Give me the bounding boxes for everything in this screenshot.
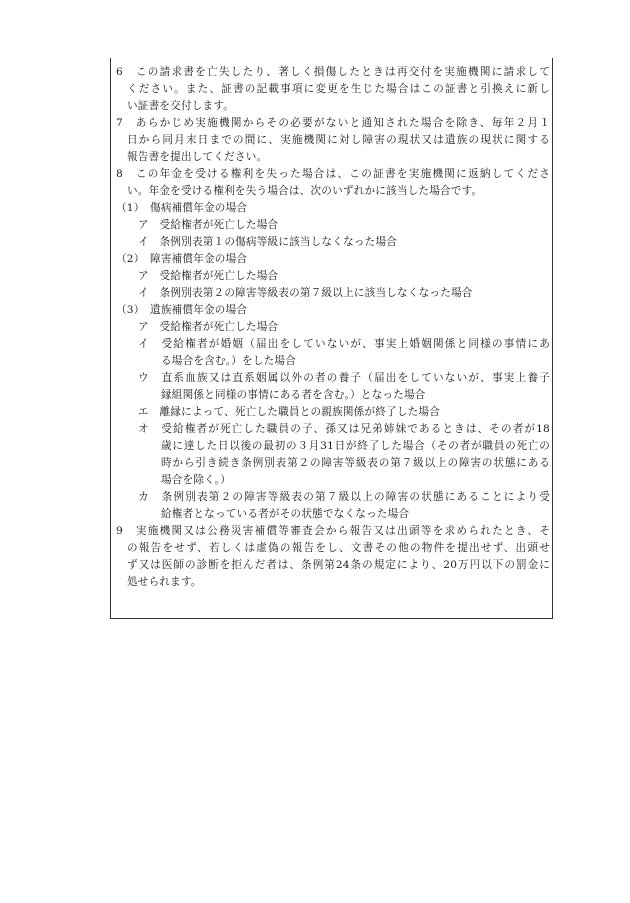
item-6-line-2: ください。また、証書の記載事項に変更を生じた場合はこの証書と引換えに新し xyxy=(127,83,550,95)
subsection-3-item-u-line-2: 縁組関係と同様の事情にある者を含む。）となった場合 xyxy=(161,389,426,401)
item-7-line-2: 日から同月末日までの間に、実施機関に対し障害の現状又は遺族の現状に関する xyxy=(127,134,550,146)
subsection-3-item-o-line-1: オ 受給権者が死亡した職員の子、孫又は兄弟姉妹であるときは、その者が18 xyxy=(138,423,550,435)
item-9-line-1: 9 実施機関又は公務災害補償等審査会から報告又は出頭等を求められたとき、そ xyxy=(116,525,550,537)
subsection-3-item-e: エ 離縁によって、死亡した職員との親族関係が終了した場合 xyxy=(138,406,441,418)
subsection-2-heading: （2） 障害補償年金の場合 xyxy=(116,253,248,265)
subsection-1-item-a: ア 受給権者が死亡した場合 xyxy=(138,219,279,231)
subsection-3-heading: （3） 遺族補償年金の場合 xyxy=(116,304,248,316)
item-9-line-2: の報告をせず、若しくは虚偽の報告をし、文書その他の物件を提出せず、出頭せ xyxy=(127,542,550,554)
item-9-line-4: 処せられます。 xyxy=(127,576,202,588)
item-9-line-3: ず又は医師の診断を拒んだ者は、条例第24条の規定により、20万円以下の罰金に xyxy=(127,559,550,571)
subsection-3-item-a: ア 受給権者が死亡した場合 xyxy=(138,321,279,333)
subsection-3-item-i-line-1: イ 受給権者が婚姻（届出をしていないが、事実上婚姻関係と同様の事情にあ xyxy=(138,338,550,350)
item-6-line-3: い証書を交付します。 xyxy=(127,100,235,112)
subsection-3-item-o-line-3: 時から引き続き条例別表第２の障害等級表の第７級以上の障害の状態にある xyxy=(161,457,550,469)
notice-text xyxy=(116,64,550,591)
subsection-2-item-i: イ 条例別表第２の障害等級表の第７級以上に該当しなくなった場合 xyxy=(138,287,473,299)
item-7-line-1: 7 あらかじめ実施機関からその必要がないと通知された場合を除き、毎年２月１ xyxy=(116,117,550,129)
subsection-3-item-u-line-1: ウ 直系血族又は直系姻属以外の者の養子（届出をしていないが、事実上養子 xyxy=(138,372,550,384)
subsection-3-item-o-line-4: 場合を除く。） xyxy=(161,474,232,486)
subsection-3-item-o-line-2: 歳に達した日以後の最初の３月31日が終了した場合（その者が職員の死亡の xyxy=(161,440,550,452)
item-7-line-3: 報告書を提出してください。 xyxy=(127,151,268,163)
subsection-2-item-a: ア 受給権者が死亡した場合 xyxy=(138,270,279,282)
item-8-line-2: い。年金を受ける権利を失う場合は、次のいずれかに該当した場合です。 xyxy=(127,185,483,197)
item-6-line-1: 6 この請求書を亡失したり、著しく損傷したときは再交付を実施機関に請求して xyxy=(116,66,550,78)
subsection-1-item-i: イ 条例別表第１の傷病等級に該当しなくなった場合 xyxy=(138,236,398,248)
subsection-3-item-ka-line-2: 給権者となっている者がその状態でなくなった場合 xyxy=(161,508,410,520)
subsection-3-item-ka-line-1: カ 条例別表第２の障害等級表の第７級以上の障害の状態にあることにより受 xyxy=(138,491,550,503)
subsection-3-item-i-line-2: る場合を含む。）をした場合 xyxy=(161,355,297,367)
item-8-line-1: 8 この年金を受ける権利を失った場合は、この証書を実施機関に返納してくださ xyxy=(116,168,550,180)
subsection-1-heading: （1） 傷病補償年金の場合 xyxy=(116,202,248,214)
